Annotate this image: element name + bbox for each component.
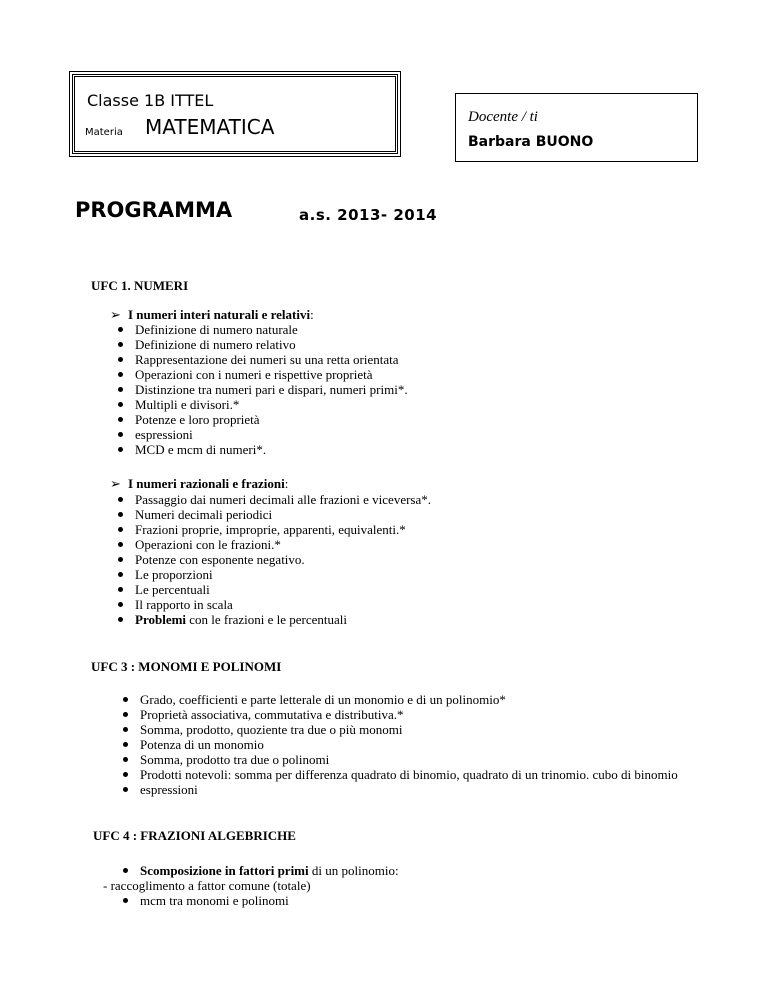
arrow-bullet-icon: ➢	[110, 476, 121, 491]
subsection-colon: :	[284, 476, 289, 491]
list-item-bold: Problemi	[135, 612, 187, 627]
list-item: Somma, prodotto, quoziente tra due o più monomi	[118, 722, 678, 737]
arrow-bullet-icon: ➢	[110, 307, 121, 322]
list-item: Le proporzioni	[113, 567, 431, 582]
subsection-label: I numeri interi naturali e relativi	[128, 307, 311, 322]
list-item: Passaggio dai numeri decimali alle frazioni e viceversa*.	[113, 492, 431, 507]
list-item	[118, 863, 399, 878]
list-frazioni-1	[118, 863, 399, 878]
subsection-label: I numeri razionali e frazioni	[128, 476, 285, 491]
page-title: PROGRAMMA	[75, 198, 233, 222]
list-item: Operazioni con le frazioni.*	[113, 537, 431, 552]
teacher-label: Docente / ti	[468, 109, 538, 125]
list-item: mcm tra monomi e polinomi	[118, 893, 289, 908]
section-title-ufc4: UFC 4 : FRAZIONI ALGEBRICHE	[93, 828, 296, 843]
class-label: Classe 1B ITTEL	[87, 91, 214, 110]
list-item-bold: Scomposizione in fattori primi	[140, 863, 309, 878]
school-year: a.s. 2013- 2014	[299, 206, 438, 224]
list-item: Distinzione tra numeri pari e dispari, numeri primi*.	[113, 382, 408, 397]
list-interi	[113, 322, 408, 457]
list-item	[113, 612, 431, 627]
subsection-colon: :	[310, 307, 314, 322]
list-item: Definizione di numero relativo	[113, 337, 408, 352]
subsection-title-razionali	[110, 476, 288, 492]
list-item: Somma, prodotto tra due o polinomi	[118, 752, 678, 767]
subject-label: Materia	[85, 127, 123, 138]
subject-name: MATEMATICA	[145, 115, 275, 139]
list-item: Il rapporto in scala	[113, 597, 431, 612]
list-item: MCD e mcm di numeri*.	[113, 442, 408, 457]
section-title-ufc1: UFC 1. NUMERI	[91, 278, 189, 293]
teacher-name: Barbara BUONO	[468, 134, 594, 150]
list-item-rest: di un polinomio:	[308, 863, 399, 878]
list-item: Rappresentazione dei numeri su una retta orientata	[113, 352, 408, 367]
section-title-ufc3: UFC 3 : MONOMI E POLINOMI	[91, 659, 282, 674]
list-frazioni-2	[118, 893, 289, 908]
subsection-title-interi	[110, 307, 314, 323]
teacher-box	[455, 93, 698, 162]
list-item: Frazioni proprie, improprie, apparenti, equivalenti.*	[113, 522, 431, 537]
list-item: Numeri decimali periodici	[113, 507, 431, 522]
list-item: Grado, coefficienti e parte letterale di un monomio e di un polinomio*	[118, 692, 678, 707]
list-monomi	[118, 692, 678, 797]
list-item: Potenza di un monomio	[118, 737, 678, 752]
dash-item: - raccoglimento a fattor comune (totale)	[103, 878, 311, 893]
list-item: Operazioni con i numeri e rispettive proprietà	[113, 367, 408, 382]
list-item: Potenze con esponente negativo.	[113, 552, 431, 567]
class-info-box	[72, 74, 398, 154]
list-item-rest: con le frazioni e le percentuali	[186, 612, 348, 627]
list-item: Potenze e loro proprietà	[113, 412, 408, 427]
list-item: Le percentuali	[113, 582, 431, 597]
list-item: Prodotti notevoli: somma per differenza quadrato di binomio, quadrato di un trinomio. cubo di binomio	[118, 767, 678, 782]
list-razionali	[113, 492, 431, 627]
list-item: Multipli e divisori.*	[113, 397, 408, 412]
list-item: espressioni	[113, 427, 408, 442]
list-item: Proprietà associativa, commutativa e distributiva.*	[118, 707, 678, 722]
list-item: Definizione di numero naturale	[113, 322, 408, 337]
list-item: espressioni	[118, 782, 678, 797]
